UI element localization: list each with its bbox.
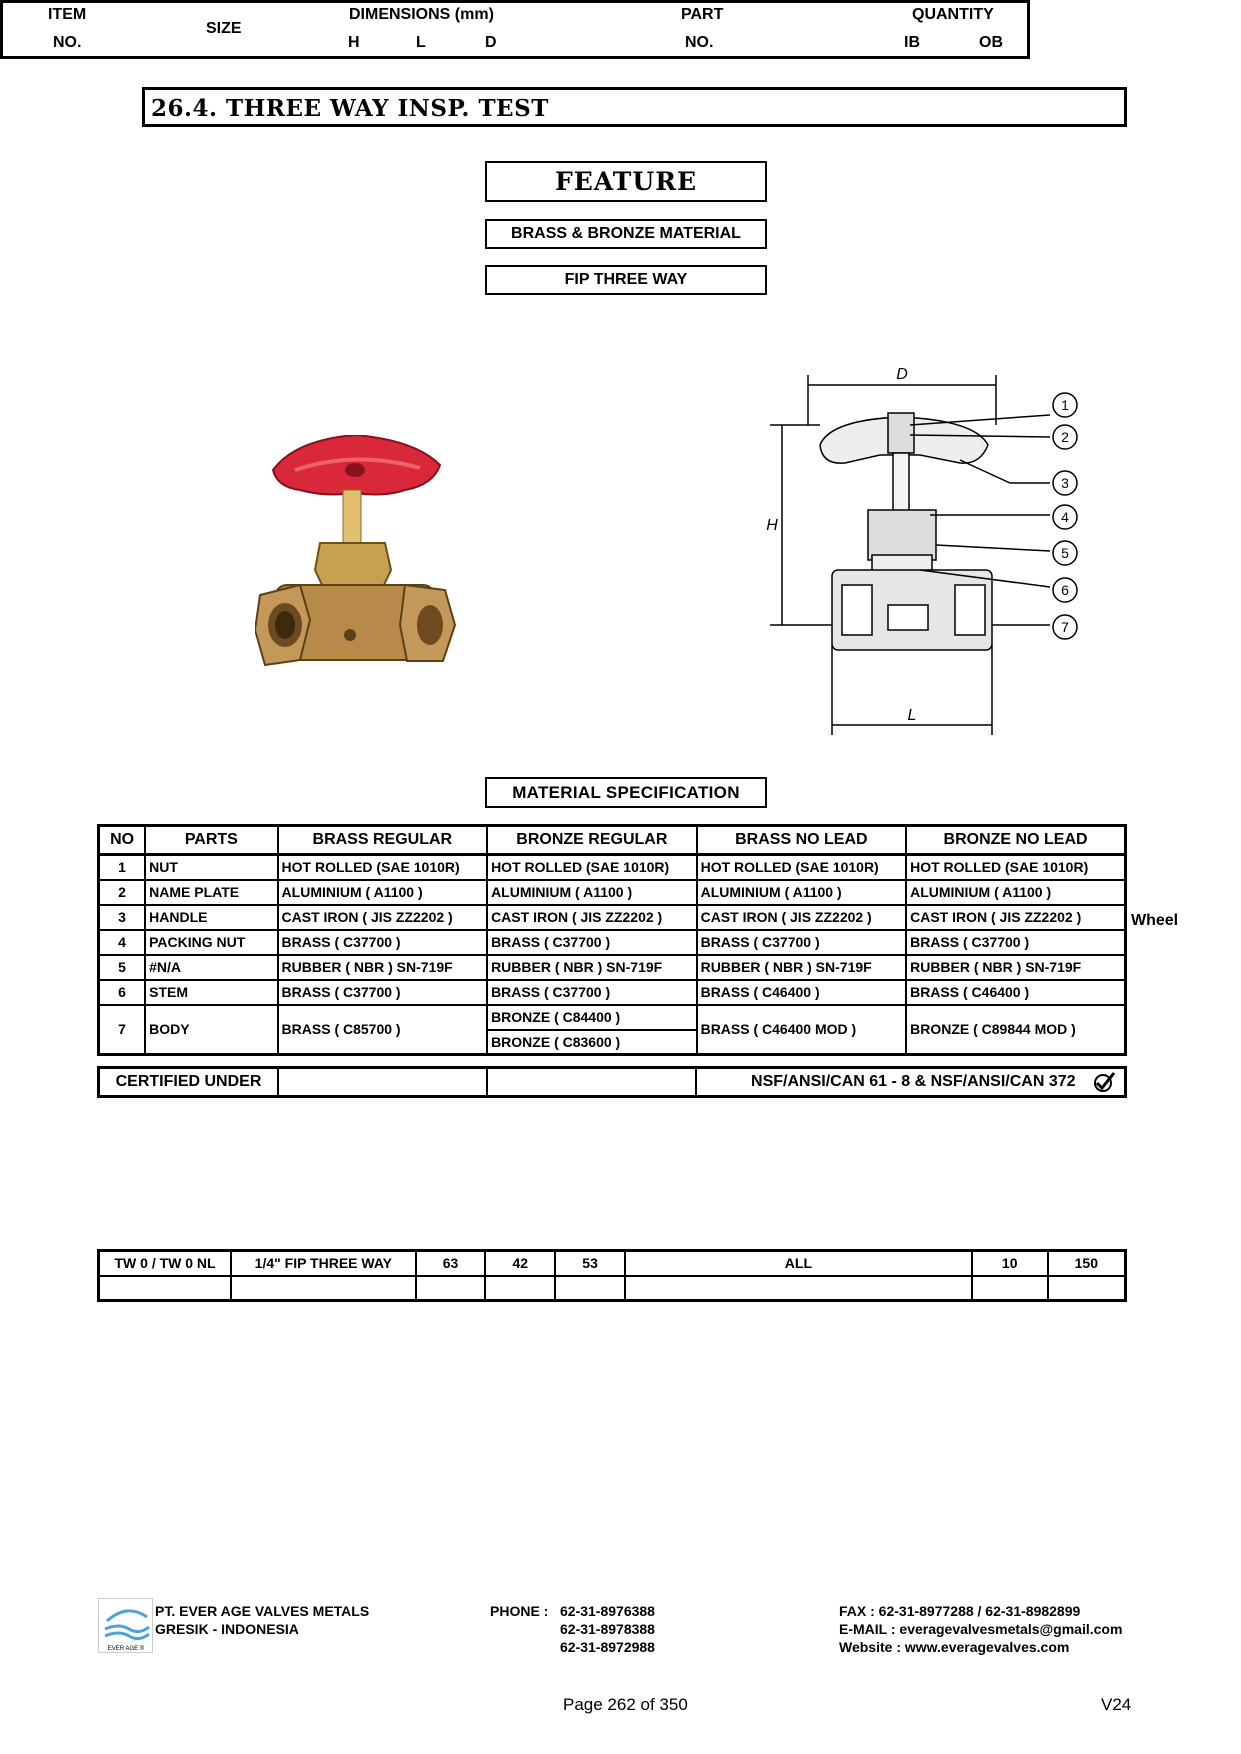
- row-brass-regular: HOT ROLLED (SAE 1010R): [278, 855, 488, 880]
- col-brass-regular: BRASS REGULAR: [278, 826, 488, 855]
- col-parts: PARTS: [145, 826, 277, 855]
- table-row: [99, 855, 1126, 880]
- row-part: PACKING NUT: [145, 930, 277, 955]
- check-icon: [1092, 1071, 1116, 1093]
- row-bronze-regular-1: BRONZE ( C84400 ): [487, 1005, 697, 1030]
- callout-4: 4: [1061, 509, 1069, 525]
- version: V24: [1101, 1695, 1132, 1714]
- phone-number: 62-31-8976388: [560, 1603, 655, 1619]
- row-brass-no-lead: BRASS ( C46400 ): [697, 980, 907, 1005]
- row-no: 2: [99, 880, 146, 905]
- logo-text: EVER AGE ®: [107, 1646, 145, 1652]
- row-brass-regular: RUBBER ( NBR ) SN-719F: [278, 955, 488, 980]
- dims-d: 53: [555, 1251, 625, 1276]
- row-brass-no-lead: BRASS ( C37700 ): [697, 930, 907, 955]
- certified-standard-cell: [696, 1068, 1126, 1097]
- table-row: [99, 955, 1126, 980]
- row-brass-no-lead: CAST IRON ( JIS ZZ2202 ): [697, 905, 907, 930]
- table-row: [99, 980, 1126, 1005]
- feature-heading: FEATURE: [485, 161, 767, 202]
- header-ob: OB: [979, 34, 1003, 51]
- section-title-box: [142, 87, 1127, 127]
- header-quantity: QUANTITY: [912, 6, 994, 23]
- cert-empty-2: [487, 1068, 696, 1097]
- email: E-MAIL : everagevalvesmetals@gmail.com: [839, 1621, 1123, 1637]
- col-brass-no-lead: BRASS NO LEAD: [697, 826, 907, 855]
- header-item: ITEM: [48, 6, 87, 23]
- row-no: 1: [99, 855, 146, 880]
- certified-standard: NSF/ANSI/CAN 61 - 8 & NSF/ANSI/CAN 372: [751, 1073, 1076, 1091]
- certification-table: [97, 1066, 1127, 1098]
- callout-1: 1: [1061, 397, 1069, 413]
- table-row: [99, 930, 1126, 955]
- row-part: NUT: [145, 855, 277, 880]
- row-brass-no-lead: RUBBER ( NBR ) SN-719F: [697, 955, 907, 980]
- dim-label-l: L: [907, 707, 917, 724]
- company-name: PT. EVER AGE VALVES METALS: [155, 1603, 370, 1619]
- row-brass-regular: CAST IRON ( JIS ZZ2202 ): [278, 905, 488, 930]
- row-brass-no-lead: BRASS ( C46400 MOD ): [697, 1005, 907, 1055]
- phone-number: 62-31-8972988: [560, 1639, 655, 1655]
- certified-label: CERTIFIED UNDER: [99, 1068, 279, 1097]
- fax: FAX : 62-31-8977288 / 62-31-8982899: [839, 1603, 1081, 1619]
- dims-part: ALL: [625, 1251, 972, 1276]
- dims-ob: 150: [1048, 1251, 1126, 1276]
- row-bronze-regular: BRASS ( C37700 ): [487, 980, 697, 1005]
- row-bronze-no-lead: CAST IRON ( JIS ZZ2202 ): [906, 905, 1125, 930]
- dims-ib: 10: [972, 1251, 1048, 1276]
- row-brass-regular: BRASS ( C37700 ): [278, 930, 488, 955]
- row-bronze-regular: HOT ROLLED (SAE 1010R): [487, 855, 697, 880]
- wheel-note: Wheel: [1131, 912, 1179, 929]
- phone-list: [560, 1602, 655, 1656]
- row-no: 3: [99, 905, 146, 930]
- valve-photo: [255, 435, 470, 695]
- header-d: D: [485, 34, 497, 51]
- contact-info: [839, 1602, 1122, 1656]
- row-part: #N/A: [145, 955, 277, 980]
- table-row: [99, 1276, 1126, 1301]
- header-l: L: [416, 34, 426, 51]
- table-row: [99, 905, 1126, 930]
- row-bronze-regular: BRASS ( C37700 ): [487, 930, 697, 955]
- material-spec-heading: MATERIAL SPECIFICATION: [485, 777, 767, 808]
- callout-3: 3: [1061, 475, 1069, 491]
- dimensions-header: [0, 0, 1030, 59]
- row-brass-no-lead: ALUMINIUM ( A1100 ): [697, 880, 907, 905]
- cert-empty-1: [278, 1068, 487, 1097]
- row-bronze-no-lead: BRASS ( C37700 ): [906, 930, 1125, 955]
- dimensions-table: [97, 1249, 1127, 1302]
- callout-2: 2: [1061, 429, 1069, 445]
- row-bronze-no-lead: RUBBER ( NBR ) SN-719F: [906, 955, 1125, 980]
- company-info: [155, 1602, 369, 1638]
- dim-label-d: D: [896, 366, 908, 383]
- row-part: HANDLE: [145, 905, 277, 930]
- row-brass-regular: BRASS ( C37700 ): [278, 980, 488, 1005]
- dims-size: 1/4" FIP THREE WAY: [231, 1251, 416, 1276]
- row-bronze-no-lead: ALUMINIUM ( A1100 ): [906, 880, 1125, 905]
- callout-7: 7: [1061, 619, 1069, 635]
- dims-item: TW 0 / TW 0 NL: [99, 1251, 232, 1276]
- header-h: H: [348, 34, 360, 51]
- section-title: 26.4. THREE WAY INSP. TEST: [151, 95, 549, 122]
- table-row: [99, 1005, 1126, 1030]
- row-brass-regular: BRASS ( C85700 ): [278, 1005, 488, 1055]
- spec-header-row: [99, 826, 1126, 855]
- col-no: NO: [99, 826, 146, 855]
- header-part-no: NO.: [685, 34, 714, 51]
- row-bronze-regular: CAST IRON ( JIS ZZ2202 ): [487, 905, 697, 930]
- row-bronze-regular: ALUMINIUM ( A1100 ): [487, 880, 697, 905]
- company-logo: [98, 1598, 153, 1653]
- col-bronze-regular: BRONZE REGULAR: [487, 826, 697, 855]
- row-bronze-no-lead: BRASS ( C46400 ): [906, 980, 1125, 1005]
- row-bronze-regular-2: BRONZE ( C83600 ): [487, 1030, 697, 1055]
- phone-label: PHONE :: [490, 1603, 549, 1619]
- header-item-no: NO.: [53, 34, 82, 51]
- header-dimensions: DIMENSIONS (mm): [349, 6, 494, 23]
- row-no: 7: [99, 1005, 146, 1055]
- row-no: 6: [99, 980, 146, 1005]
- page-number: Page 262 of 350: [563, 1695, 688, 1714]
- valve-technical-drawing: [760, 355, 1140, 755]
- table-row: [99, 880, 1126, 905]
- dim-label-h: H: [766, 517, 778, 534]
- material-spec-table: [97, 824, 1127, 1056]
- row-brass-no-lead: HOT ROLLED (SAE 1010R): [697, 855, 907, 880]
- row-bronze-no-lead: BRONZE ( C89844 MOD ): [906, 1005, 1125, 1055]
- header-size: SIZE: [206, 20, 242, 37]
- feature-type: FIP THREE WAY: [485, 265, 767, 295]
- feature-material: BRASS & BRONZE MATERIAL: [485, 219, 767, 249]
- callout-6: 6: [1061, 582, 1069, 598]
- row-no: 5: [99, 955, 146, 980]
- dims-l: 42: [485, 1251, 555, 1276]
- table-row: [99, 1251, 1126, 1276]
- col-bronze-no-lead: BRONZE NO LEAD: [906, 826, 1125, 855]
- callout-5: 5: [1061, 545, 1069, 561]
- row-brass-regular: ALUMINIUM ( A1100 ): [278, 880, 488, 905]
- header-ib: IB: [904, 34, 920, 51]
- row-part: STEM: [145, 980, 277, 1005]
- website: Website : www.everagevalves.com: [839, 1639, 1070, 1655]
- row-no: 4: [99, 930, 146, 955]
- header-part: PART: [681, 6, 724, 23]
- row-part: NAME PLATE: [145, 880, 277, 905]
- company-location: GRESIK - INDONESIA: [155, 1621, 299, 1637]
- dims-h: 63: [416, 1251, 486, 1276]
- row-bronze-regular: RUBBER ( NBR ) SN-719F: [487, 955, 697, 980]
- phone-number: 62-31-8978388: [560, 1621, 655, 1637]
- row-part: BODY: [145, 1005, 277, 1055]
- row-bronze-no-lead: HOT ROLLED (SAE 1010R): [906, 855, 1125, 880]
